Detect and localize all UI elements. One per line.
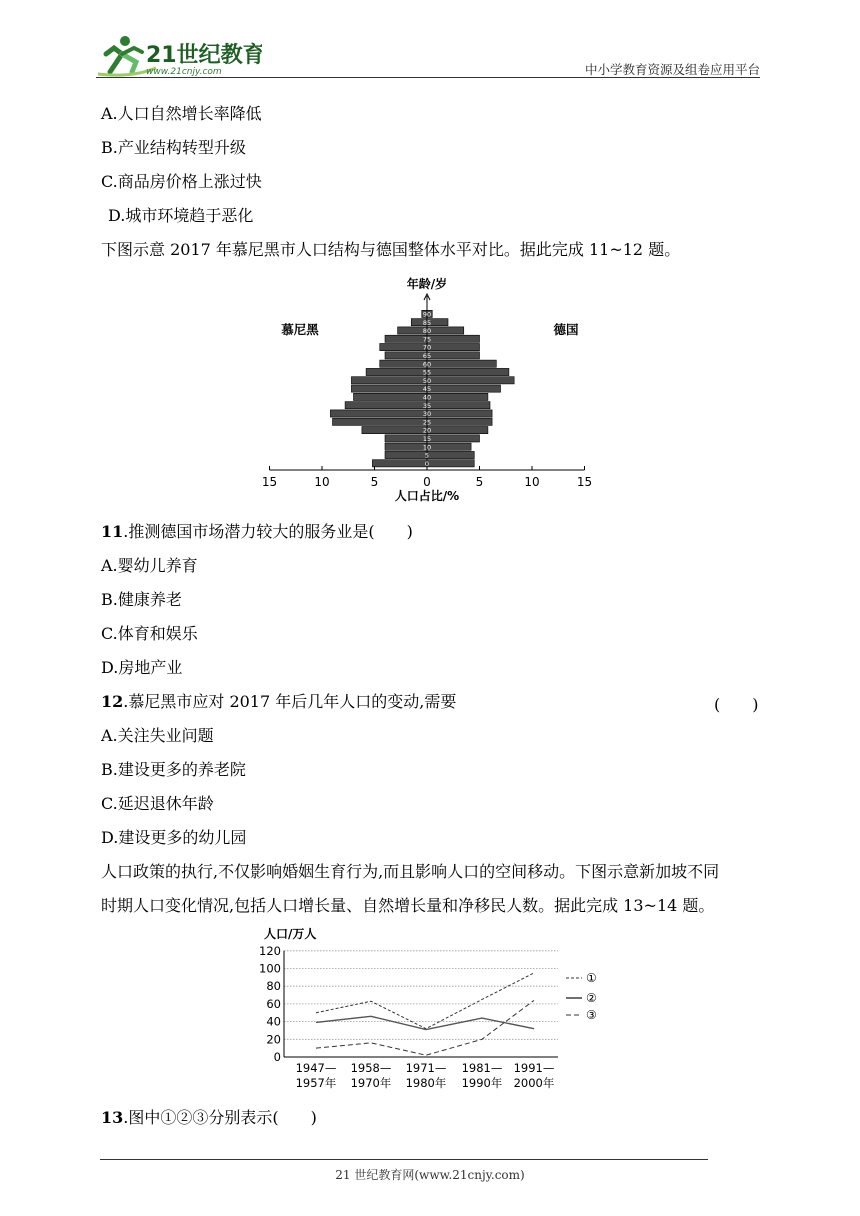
pyramid-bar-germany	[427, 427, 488, 434]
pyramid-bar-germany	[424, 459, 474, 468]
pyramid-age-label: 20	[422, 426, 432, 435]
pyramid-age-label: 85	[422, 318, 432, 327]
pyramid-x-tick-label: 15	[261, 475, 278, 489]
legend-label: ①	[586, 971, 597, 985]
pyramid-age-label: 60	[422, 360, 432, 369]
pyramid-bar-germany	[427, 393, 488, 400]
pyramid-ylabel: 年龄/岁	[406, 277, 448, 291]
pyramid-bar-munich	[385, 451, 430, 460]
pyramid-bar-germany	[427, 352, 480, 359]
q12-option-b: B.建设更多的养老院	[101, 760, 246, 779]
pyramid-bar-munich	[385, 435, 427, 442]
pyramid-bar-germany	[427, 410, 492, 417]
line-y-tick-label: 20	[266, 1032, 281, 1047]
line-series-2	[316, 1016, 534, 1029]
line-x-label-end: 1980年	[405, 1076, 447, 1090]
pyramid-x-tick-label: 15	[576, 475, 593, 489]
legend-label: ②	[586, 991, 597, 1005]
pyramid-bar-germany	[427, 435, 480, 442]
line-y-tick-label: 0	[273, 1050, 281, 1064]
pyramid-x-tick-label: 10	[524, 475, 540, 489]
pyramid-age-label: 30	[422, 410, 432, 419]
pyramid-age-label: 75	[422, 335, 432, 344]
pyramid-age-label: 65	[422, 352, 432, 360]
pyramid-age-label: 10	[422, 443, 432, 452]
pyramid-age-label: 15	[422, 435, 432, 443]
pyramid-age-label: 5	[424, 451, 430, 460]
q11-option-c: C.体育和娱乐	[101, 624, 198, 643]
pyramid-age-label: 45	[422, 385, 432, 394]
q12-stem: 12.慕尼黑市应对 2017 年后几年人口的变动,需要	[101, 692, 457, 711]
pyramid-bar-germany	[427, 402, 490, 409]
pyramid-bar-germany	[427, 377, 514, 384]
pyramid-bar-munich	[330, 410, 427, 417]
pyramid-bar-munich	[366, 368, 427, 375]
pyramid-age-label: 80	[422, 327, 432, 336]
footer-divider	[100, 1159, 708, 1160]
pyramid-bar-munich	[333, 418, 428, 425]
pyramid-age-label: 90	[422, 310, 432, 319]
pyramid-bar-munich	[362, 427, 427, 434]
pyramid-age-label: 70	[422, 343, 432, 352]
q10-option-c: C.商品房价格上涨过快	[101, 172, 262, 191]
pyramid-age-label: 0	[424, 459, 430, 468]
line-y-tick-label: 80	[266, 979, 281, 994]
intro-11-12: 下图示意 2017 年慕尼黑市人口结构与德国整体水平对比。据此完成 11~12 题。	[101, 240, 681, 259]
line-ylabel: 人口/万人	[264, 927, 317, 941]
line-series-1	[316, 973, 534, 1029]
line-x-label-end: 1970年	[350, 1076, 392, 1090]
pyramid-bar-munich	[380, 344, 427, 351]
pyramid-bar-germany	[427, 327, 464, 334]
q10-option-a: A.人口自然增长率降低	[101, 104, 262, 123]
pyramid-bar-munich	[351, 377, 427, 384]
pyramid-bar-germany	[427, 443, 471, 450]
site-logo	[92, 32, 262, 78]
q12-option-c: C.延迟退休年龄	[101, 794, 214, 813]
intro-13-14-line1: 人口政策的执行,不仅影响婚姻生育行为,而且影响人口的空间移动。下图示意新加坡不同	[101, 862, 720, 881]
pyramid-age-label: 40	[422, 393, 432, 402]
pyramid-bar-munich	[351, 385, 427, 392]
pyramid-bar-germany	[427, 368, 509, 375]
runner-logo-icon	[92, 32, 262, 78]
pyramid-age-label: 50	[422, 376, 432, 385]
pyramid-bar-munich	[385, 335, 427, 342]
pyramid-x-tick-label: 0	[423, 475, 431, 489]
legend-label: ③	[586, 1008, 597, 1022]
pyramid-bar-germany	[424, 451, 474, 460]
q10-option-b: B.产业结构转型升级	[101, 138, 246, 157]
logo-url: www.21cnjy.com	[146, 67, 222, 77]
pyramid-bar-munich	[385, 352, 427, 359]
pyramid-x-tick-label: 5	[475, 475, 484, 489]
pyramid-bar-munich	[354, 393, 428, 400]
header-divider	[96, 77, 760, 78]
line-x-label-start: 1991—	[513, 1061, 555, 1075]
q12-option-d: D.建设更多的幼儿园	[101, 828, 247, 847]
pyramid-bar-germany	[427, 335, 480, 342]
q11-stem: 11.推测德国市场潜力较大的服务业是( )	[101, 522, 413, 541]
line-y-tick-label: 60	[266, 996, 281, 1011]
q11-option-d: D.房地产业	[101, 658, 183, 677]
line-x-label-end: 1957年	[295, 1076, 337, 1090]
pyramid-x-tick-label: 10	[314, 475, 330, 489]
singapore-population-line-chart	[256, 924, 628, 1096]
pyramid-bar-germany	[427, 385, 501, 392]
pyramid-age-label: 55	[422, 368, 432, 377]
pyramid-bar-munich	[385, 443, 427, 450]
line-x-label-start: 1947—	[295, 1061, 337, 1075]
pyramid-bar-germany	[427, 418, 492, 425]
q10-option-d: D.城市环境趋于恶化	[108, 206, 254, 225]
q12-option-a: A.关注失业问题	[101, 726, 214, 745]
pyramid-age-label: 35	[422, 401, 432, 410]
pyramid-xlabel: 人口占比/%	[394, 489, 460, 503]
pyramid-bar-munich	[380, 360, 427, 367]
q12-answer-paren: ( )	[714, 695, 759, 714]
line-x-label-end: 1990年	[461, 1076, 503, 1090]
population-pyramid-chart	[260, 272, 600, 504]
platform-title: 中小学教育资源及组卷应用平台	[584, 62, 760, 77]
pyramid-right-label: 德国	[553, 322, 579, 337]
pyramid-age-label: 25	[422, 418, 432, 427]
footer-text: 21 世纪教育网(www.21cnjy.com)	[335, 1168, 525, 1182]
pyramid-bar-munich	[372, 459, 430, 468]
line-x-label-end: 2000年	[513, 1076, 555, 1090]
pyramid-left-label: 慕尼黑	[281, 322, 319, 337]
line-y-tick-label: 40	[266, 1014, 281, 1029]
line-x-label-start: 1971—	[405, 1061, 447, 1075]
intro-13-14-line2: 时期人口变化情况,包括人口增长量、自然增长量和净移民人数。据此完成 13~14 题。	[101, 896, 715, 915]
pyramid-bar-germany	[427, 360, 496, 367]
line-x-label-start: 1958—	[350, 1061, 392, 1075]
line-y-tick-label: 100	[259, 961, 281, 976]
logo-text: 21世纪教育	[146, 43, 262, 68]
line-y-tick-label: 120	[259, 943, 281, 958]
line-x-label-start: 1981—	[461, 1061, 503, 1075]
pyramid-x-tick-label: 5	[370, 475, 379, 489]
pyramid-bar-germany	[427, 344, 480, 351]
q13-stem: 13.图中①②③分别表示( )	[101, 1108, 317, 1127]
q11-option-b: B.健康养老	[101, 590, 182, 609]
q11-option-a: A.婴幼儿养育	[101, 556, 198, 575]
pyramid-bar-munich	[345, 402, 427, 409]
